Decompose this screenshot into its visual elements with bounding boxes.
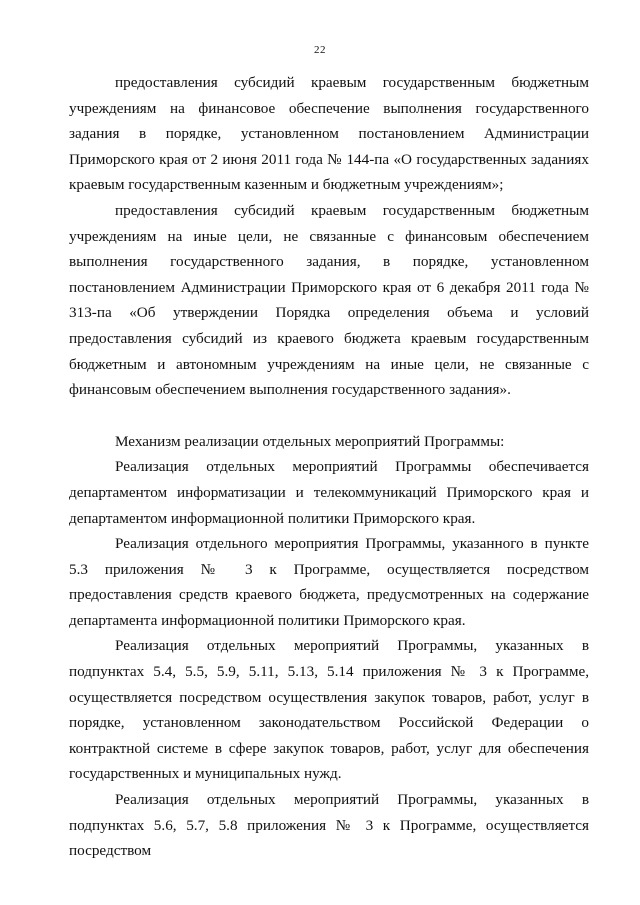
paragraph-items-procurement: Реализация отдельных мероприятий Программы, указанных в подпунктах 5.4, 5.5, 5.9, 5.11, 5.13, 5.14 приложения № 3 к Программе, осуществляется посредством осуществления закупок товаров, работ, услуг в порядке, установленном законодательством Российской Федерации о контрактной системе в сфере закупок товаров, работ, услуг для обеспечения государственных и муниципальных нужд. [69,637,589,783]
paragraph-responsible-departments: Реализация отдельных мероприятий Программы обеспечивается департаментом информатизации и телекоммуникаций Приморского края и департаментом информационной политики Приморского края. [69,458,589,527]
section-heading: Механизм реализации отдельных мероприятий Программы: [115,432,505,450]
paragraph-subsidies-other-purposes: предоставления субсидий краевым государственным бюджетным учреждениям на иные цели, не связанные с финансовым обеспечением выполнения государственного задания, в порядке, установленном постановлением Администрации Приморского края от 6 декабря 2011 года № 313-па «Об утверждении Порядка определения объема и условий предоставления субсидий из краевого бюджета краевым государственным бюджетным и автономным учреждениям на иные цели, не связанные с финансовым обеспечением выполнения государственного задания». [69,201,589,399]
document-body [69,70,589,864]
page-number: 22 [314,44,326,56]
section-gap [69,403,589,429]
paragraph-subsidies-state-task: предоставления субсидий краевым государственным бюджетным учреждениям на финансовое обеспечение выполнения государственного задания в порядке, установленном постановлением Администрации Приморского края от 2 июня 2011 года № 144-па «О государственных заданиях краевым государственным казенным и бюджетным учреждениям»; [69,74,589,194]
paragraph-items-5-6-5-8: Реализация отдельных мероприятий Программы, указанных в подпунктах 5.6, 5.7, 5.8 приложения № 3 к Программе, осуществляется посредством [69,791,589,860]
paragraph-item-5-3: Реализация отдельного мероприятия Программы, указанного в пункте 5.3 приложения № 3 к Программе, осуществляется посредством предоставления средств краевого бюджета, предусмотренных на содержание департамента информационной политики Приморского края. [69,535,589,629]
